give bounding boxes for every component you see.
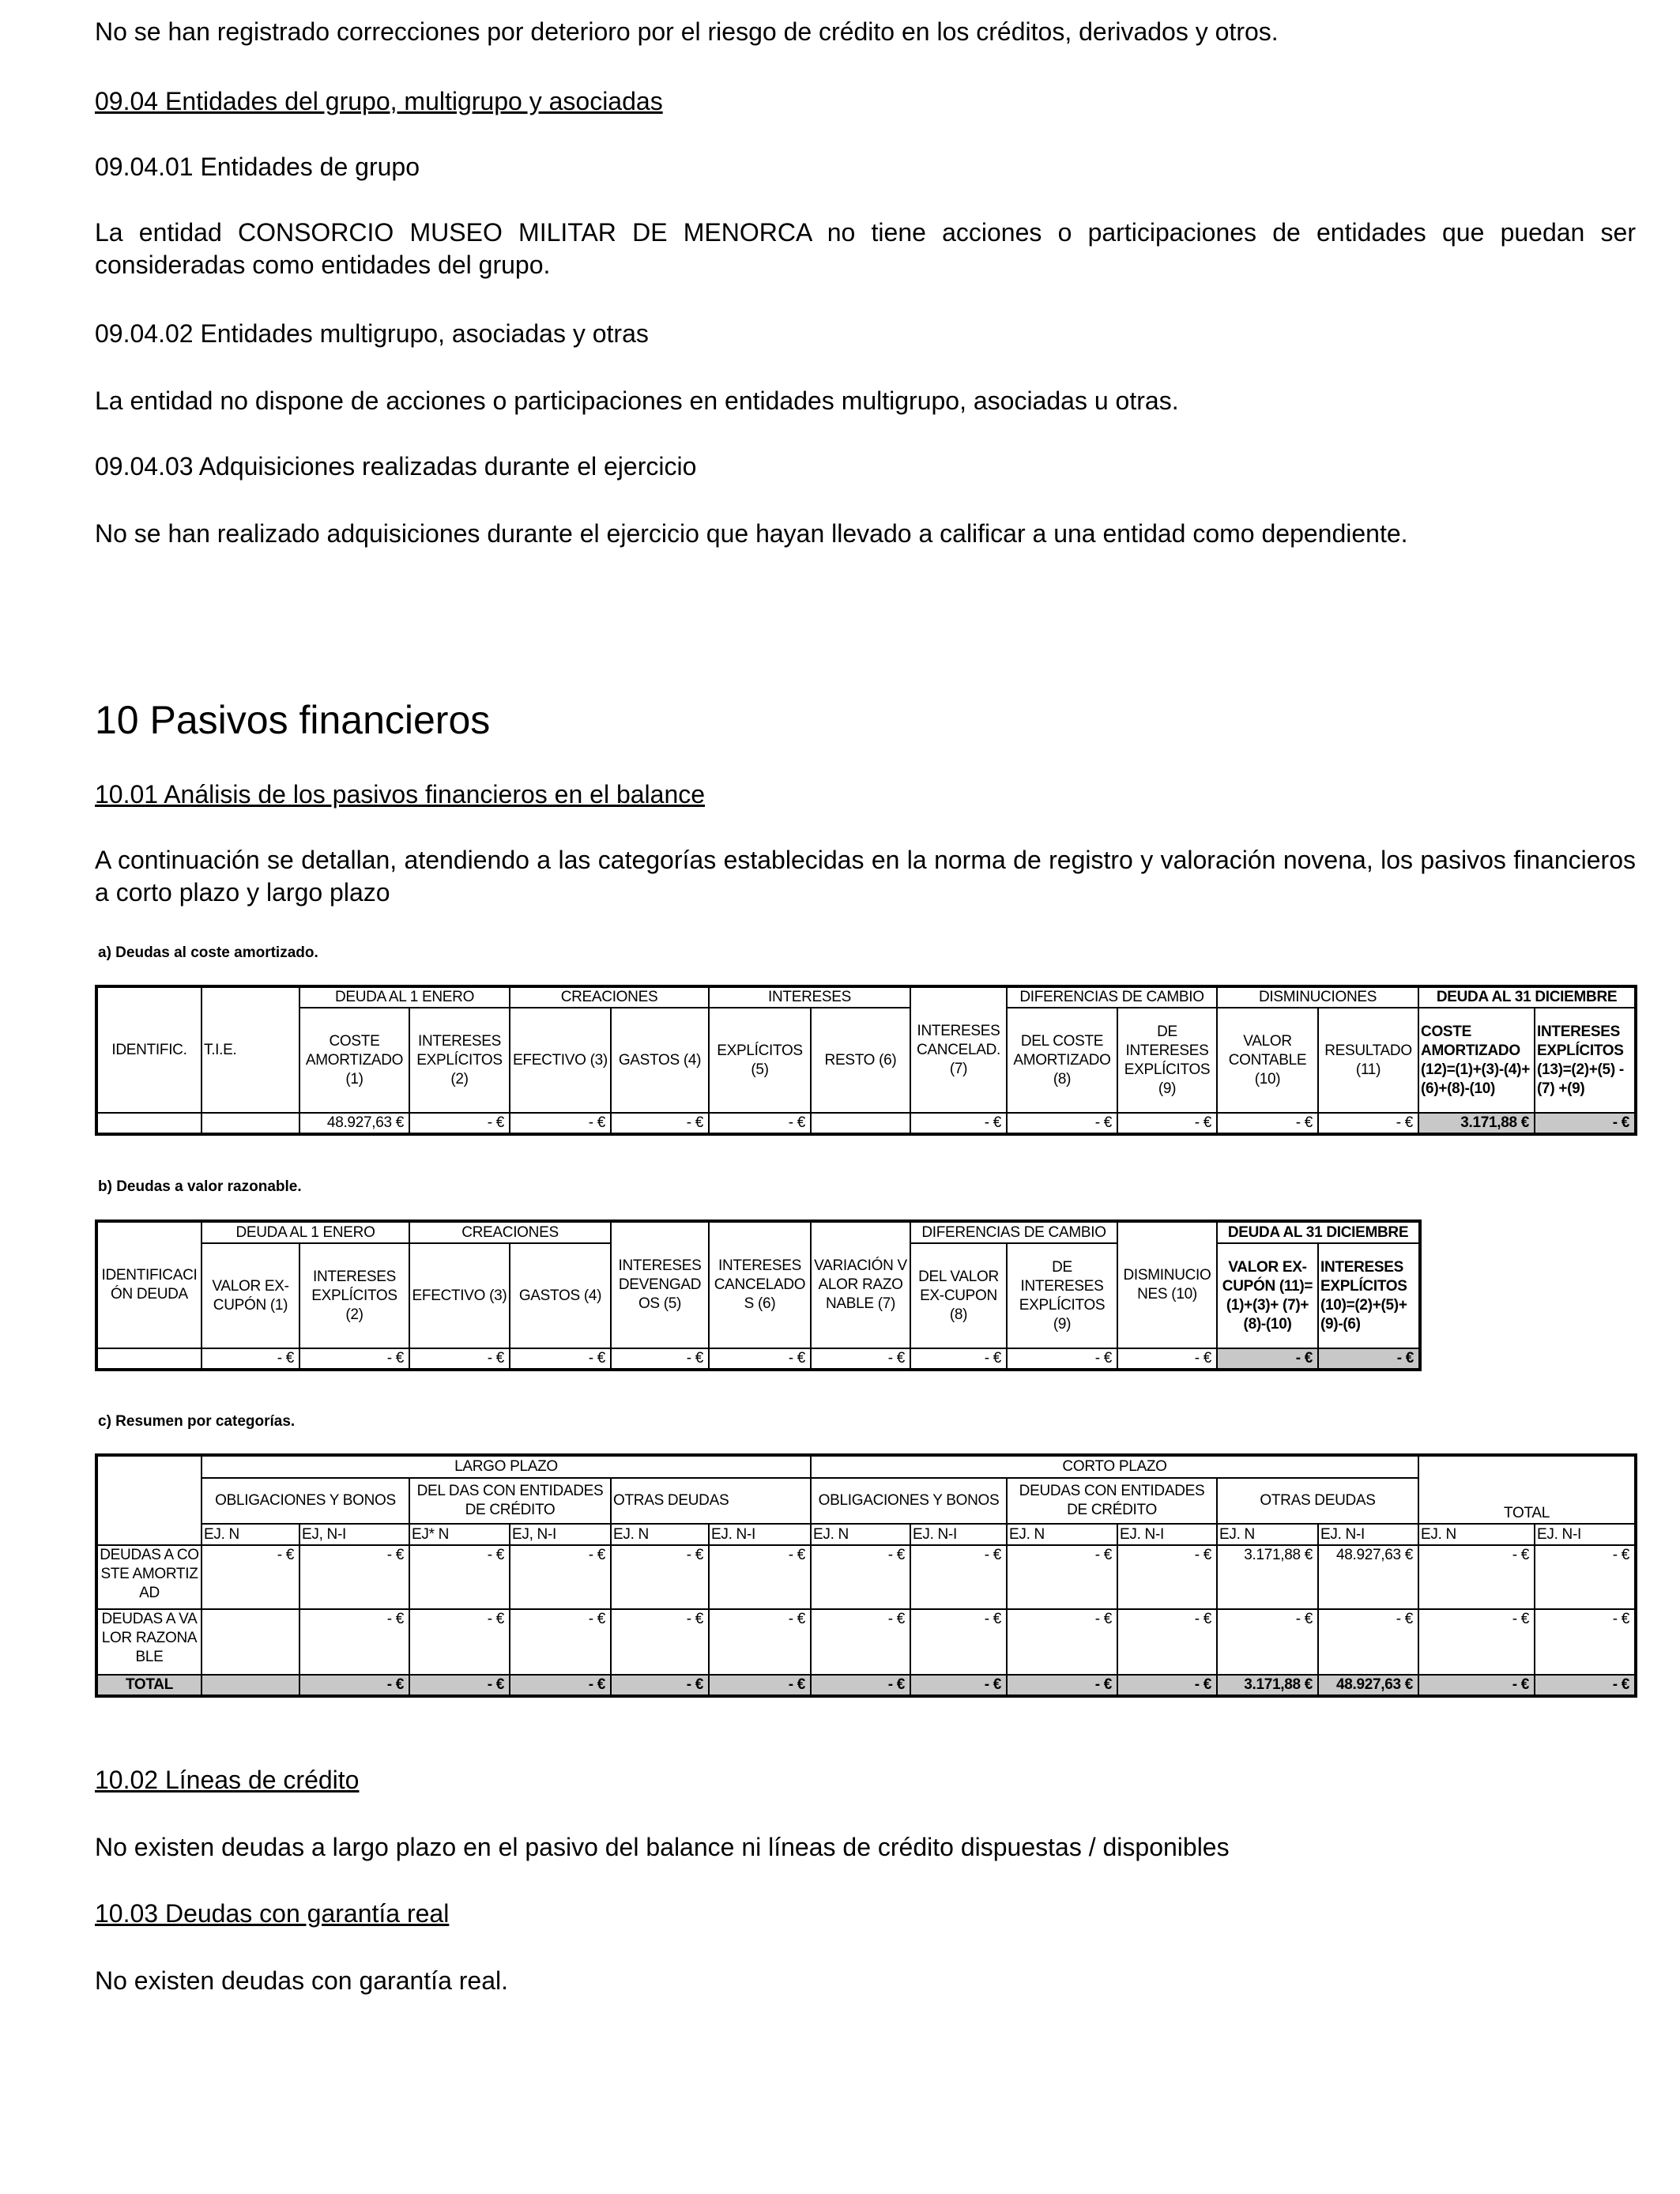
col-header: DEL COSTE AMORTIZADO (8) (1007, 1008, 1117, 1113)
subheading-090403: 09.04.03 Adquisiciones realizadas durante el ejercicio (95, 452, 697, 481)
col-header: VALOR EX-CUPÓN (11)=(1)+(3)+ (7)+(8)-(10) (1217, 1243, 1318, 1348)
cell: - € (910, 1348, 1007, 1370)
cell: - € (1117, 1113, 1217, 1134)
subgroup-header: OTRAS DEUDAS (611, 1478, 811, 1524)
cell: - € (510, 1348, 611, 1370)
cell: - € (811, 1609, 910, 1675)
col-header: GASTOS (4) (510, 1243, 611, 1348)
ej-header: EJ, N-I (510, 1524, 611, 1545)
cell: - € (202, 1545, 299, 1609)
cell: 48.927,63 € (299, 1113, 409, 1134)
cell (202, 1609, 299, 1675)
subgroup-header: OBLIGACIONES Y BONOS (202, 1478, 409, 1524)
cell: - € (1318, 1609, 1418, 1675)
section-heading-1001: 10.01 Análisis de los pasivos financieros en el balance (95, 780, 706, 809)
group-header: DIFERENCIAS DE CAMBIO (910, 1221, 1117, 1243)
paragraph-090403: No se han realizado adquisiciones durante el ejercicio que hayan llevado a calificar a una entidad como dependiente. (95, 519, 1408, 548)
ej-header: EJ* N (409, 1524, 510, 1545)
cell-total: - € (1117, 1675, 1217, 1696)
col-header: DE INTERESES EXPLÍCITOS (9) (1117, 1008, 1217, 1113)
cell: - € (1007, 1348, 1117, 1370)
cell-total: - € (910, 1675, 1007, 1696)
col-header: DE INTERESES EXPLÍCITOS (9) (1007, 1243, 1117, 1348)
col-header: EFECTIVO (3) (409, 1243, 510, 1348)
cell: - € (409, 1113, 510, 1134)
ej-header: EJ. N-I (1117, 1524, 1217, 1545)
paragraph-090401: La entidad CONSORCIO MUSEO MILITAR DE MENORCA no tiene acciones o participaciones de entidades que puedan ser consideradas como entidades del grupo. (95, 218, 1636, 279)
cell: - € (709, 1609, 811, 1675)
cell: - € (1418, 1545, 1535, 1609)
subgroup-header: OTRAS DEUDAS (1217, 1478, 1418, 1524)
cell-total: 3.171,88 € (1418, 1113, 1535, 1134)
cell: - € (299, 1348, 409, 1370)
table-b-label: b) Deudas a valor razonable. (98, 1178, 302, 1195)
cell: - € (811, 1348, 910, 1370)
col-header: INTERESES CANCELAD. (7) (910, 986, 1007, 1113)
ej-header: EJ. N (1418, 1524, 1535, 1545)
ej-header: EJ. N (202, 1524, 299, 1545)
group-header: DEUDA AL 31 DICIEMBRE (1418, 986, 1636, 1008)
group-header: INTERESES (709, 986, 910, 1008)
col-header: EFECTIVO (3) (510, 1008, 611, 1113)
cell: - € (409, 1609, 510, 1675)
corner-cell (96, 1455, 202, 1545)
table-row (96, 1545, 1636, 1609)
cell: - € (202, 1348, 299, 1370)
subheading-090401: 09.04.01 Entidades de grupo (95, 153, 420, 181)
cell: - € (611, 1609, 709, 1675)
cell: - € (1117, 1545, 1217, 1609)
cell (96, 1348, 202, 1370)
col-header: IDENTIFICACIÓN DEUDA (96, 1221, 202, 1348)
cell-total: - € (709, 1675, 811, 1696)
cell-total (202, 1675, 299, 1696)
col-header: INTERESES DEVENGADOS (5) (611, 1221, 709, 1348)
cell-total: - € (1418, 1675, 1535, 1696)
group-header: TOTAL (1418, 1455, 1636, 1524)
paragraph-1001: A continuación se detallan, atendiendo a las categorías establecidas en la norma de registro y valoración novena, los pasivos financieros a corto plazo y largo plazo (95, 846, 1636, 907)
row-label: TOTAL (96, 1675, 202, 1696)
cell: - € (409, 1348, 510, 1370)
cell: - € (709, 1545, 811, 1609)
row-label: DEUDAS A VALOR RAZONABLE (96, 1609, 202, 1675)
subgroup-header: DEUDAS CON ENTIDADES DE CRÉDITO (1007, 1478, 1217, 1524)
col-header: INTERESES EXPLÍCITOS (2) (299, 1243, 409, 1348)
col-header: INTERESES EXPLÍCITOS (13)=(2)+(5) -(7) +(9) (1535, 1008, 1636, 1113)
chapter-title: 10 Pasivos financieros (95, 698, 491, 742)
group-header: DEUDA AL 1 ENERO (202, 1221, 409, 1243)
group-header: LARGO PLAZO (202, 1455, 811, 1478)
col-header: VARIACIÓN VALOR RAZONABLE (7) (811, 1221, 910, 1348)
cell: - € (1535, 1545, 1636, 1609)
group-header: CREACIONES (510, 986, 709, 1008)
cell: - € (910, 1545, 1007, 1609)
col-header: DEL VALOR EX-CUPON (8) (910, 1243, 1007, 1348)
group-header: DEUDA AL 1 ENERO (299, 986, 510, 1008)
group-header: DISMINUCIONES (1217, 986, 1418, 1008)
table-deudas-coste-amortizado (95, 985, 1637, 1136)
cell: - € (1007, 1609, 1117, 1675)
cell: - € (1007, 1545, 1117, 1609)
subheading-090402: 09.04.02 Entidades multigrupo, asociadas y otras (95, 319, 649, 348)
table-row (96, 1609, 1636, 1675)
cell (96, 1113, 202, 1134)
cell: 3.171,88 € (1217, 1545, 1318, 1609)
cell: - € (1318, 1113, 1418, 1134)
cell-total: 3.171,88 € (1217, 1675, 1318, 1696)
cell: - € (611, 1113, 709, 1134)
cell: - € (1217, 1113, 1318, 1134)
subgroup-header: OBLIGACIONES Y BONOS (811, 1478, 1007, 1524)
table-row (96, 1348, 1420, 1370)
cell: - € (409, 1545, 510, 1609)
col-header: IDENTIFIC. (96, 986, 202, 1113)
cell: - € (1535, 1609, 1636, 1675)
ej-header: EJ. N (811, 1524, 910, 1545)
col-header: COSTE AMORTIZADO (1) (299, 1008, 409, 1113)
cell: - € (611, 1545, 709, 1609)
col-header: RESULTADO (11) (1318, 1008, 1418, 1113)
table-resumen-categorias (95, 1453, 1637, 1698)
subgroup-header: DEL DAS CON ENTIDADES DE CRÉDITO (409, 1478, 611, 1524)
cell-total: - € (1007, 1675, 1117, 1696)
ej-header: EJ. N-I (709, 1524, 811, 1545)
cell: - € (1418, 1609, 1535, 1675)
cell: - € (510, 1113, 611, 1134)
col-header: INTERESES EXPLÍCITOS (2) (409, 1008, 510, 1113)
cell: - € (709, 1113, 811, 1134)
cell-total: - € (409, 1675, 510, 1696)
paragraph-1003: No existen deudas con garantía real. (95, 1966, 508, 1995)
group-header: CREACIONES (409, 1221, 611, 1243)
cell: - € (910, 1609, 1007, 1675)
cell-total: - € (299, 1675, 409, 1696)
col-header: RESTO (6) (811, 1008, 910, 1113)
ej-header: EJ. N-I (910, 1524, 1007, 1545)
cell: - € (1117, 1348, 1217, 1370)
cell: - € (1007, 1113, 1117, 1134)
cell: - € (611, 1348, 709, 1370)
cell: - € (910, 1113, 1007, 1134)
section-heading-1003: 10.03 Deudas con garantía real (95, 1899, 450, 1928)
cell (202, 1113, 299, 1134)
col-header: GASTOS (4) (611, 1008, 709, 1113)
ej-header: EJ. N (1007, 1524, 1117, 1545)
col-header: VALOR CONTABLE (10) (1217, 1008, 1318, 1113)
ej-header: EJ. N-I (1535, 1524, 1636, 1545)
col-header: INTERESES CANCELADOS (6) (709, 1221, 811, 1348)
cell: - € (299, 1545, 409, 1609)
cell: - € (1217, 1609, 1318, 1675)
group-header: CORTO PLAZO (811, 1455, 1418, 1478)
cell: - € (1117, 1609, 1217, 1675)
paragraph-090402: La entidad no dispone de acciones o participaciones en entidades multigrupo, asociadas u otras. (95, 386, 1179, 415)
cell-total: - € (611, 1675, 709, 1696)
section-heading-0904: 09.04 Entidades del grupo, multigrupo y asociadas (95, 87, 663, 115)
group-header: DIFERENCIAS DE CAMBIO (1007, 986, 1217, 1008)
row-label: DEUDAS A COSTE AMORTIZAD (96, 1545, 202, 1609)
paragraph-1002: No existen deudas a largo plazo en el pasivo del balance ni líneas de crédito dispuestas / disponibles (95, 1833, 1230, 1861)
ej-header: EJ. N (1217, 1524, 1318, 1545)
cell-total: - € (811, 1675, 910, 1696)
cell-total: - € (1217, 1348, 1318, 1370)
col-header: EXPLÍCITOS (5) (709, 1008, 811, 1113)
group-header: DEUDA AL 31 DICIEMBRE (1217, 1221, 1420, 1243)
cell: - € (709, 1348, 811, 1370)
cell: - € (510, 1609, 611, 1675)
col-header: COSTE AMORTIZADO (12)=(1)+(3)-(4)+(6)+(8)-(10) (1418, 1008, 1535, 1113)
intro-paragraph: No se han registrado correcciones por deterioro por el riesgo de crédito en los créditos, derivados y otros. (95, 17, 1279, 46)
cell: - € (510, 1545, 611, 1609)
ej-header: EJ, N-I (299, 1524, 409, 1545)
ej-header: EJ. N-I (1318, 1524, 1418, 1545)
col-header: INTERESES EXPLÍCITOS (10)=(2)+(5)+ (9)-(6) (1318, 1243, 1420, 1348)
cell: - € (811, 1545, 910, 1609)
col-header: VALOR EX-CUPÓN (1) (202, 1243, 299, 1348)
cell: - € (299, 1609, 409, 1675)
col-header: T.I.E. (202, 986, 299, 1113)
section-heading-1002: 10.02 Líneas de crédito (95, 1766, 360, 1794)
total-row (96, 1675, 1636, 1696)
table-row (96, 1113, 1636, 1134)
cell-total: - € (1535, 1675, 1636, 1696)
cell: 48.927,63 € (1318, 1545, 1418, 1609)
table-a-label: a) Deudas al coste amortizado. (98, 944, 318, 961)
table-deudas-valor-razonable (95, 1220, 1422, 1371)
cell (811, 1113, 910, 1134)
table-c-label: c) Resumen por categorías. (98, 1413, 296, 1430)
ej-header: EJ. N (611, 1524, 709, 1545)
col-header: DISMINUCIONES (10) (1117, 1221, 1217, 1348)
cell-total: - € (1535, 1113, 1636, 1134)
cell-total: - € (1318, 1348, 1420, 1370)
cell-total: 48.927,63 € (1318, 1675, 1418, 1696)
cell-total: - € (510, 1675, 611, 1696)
